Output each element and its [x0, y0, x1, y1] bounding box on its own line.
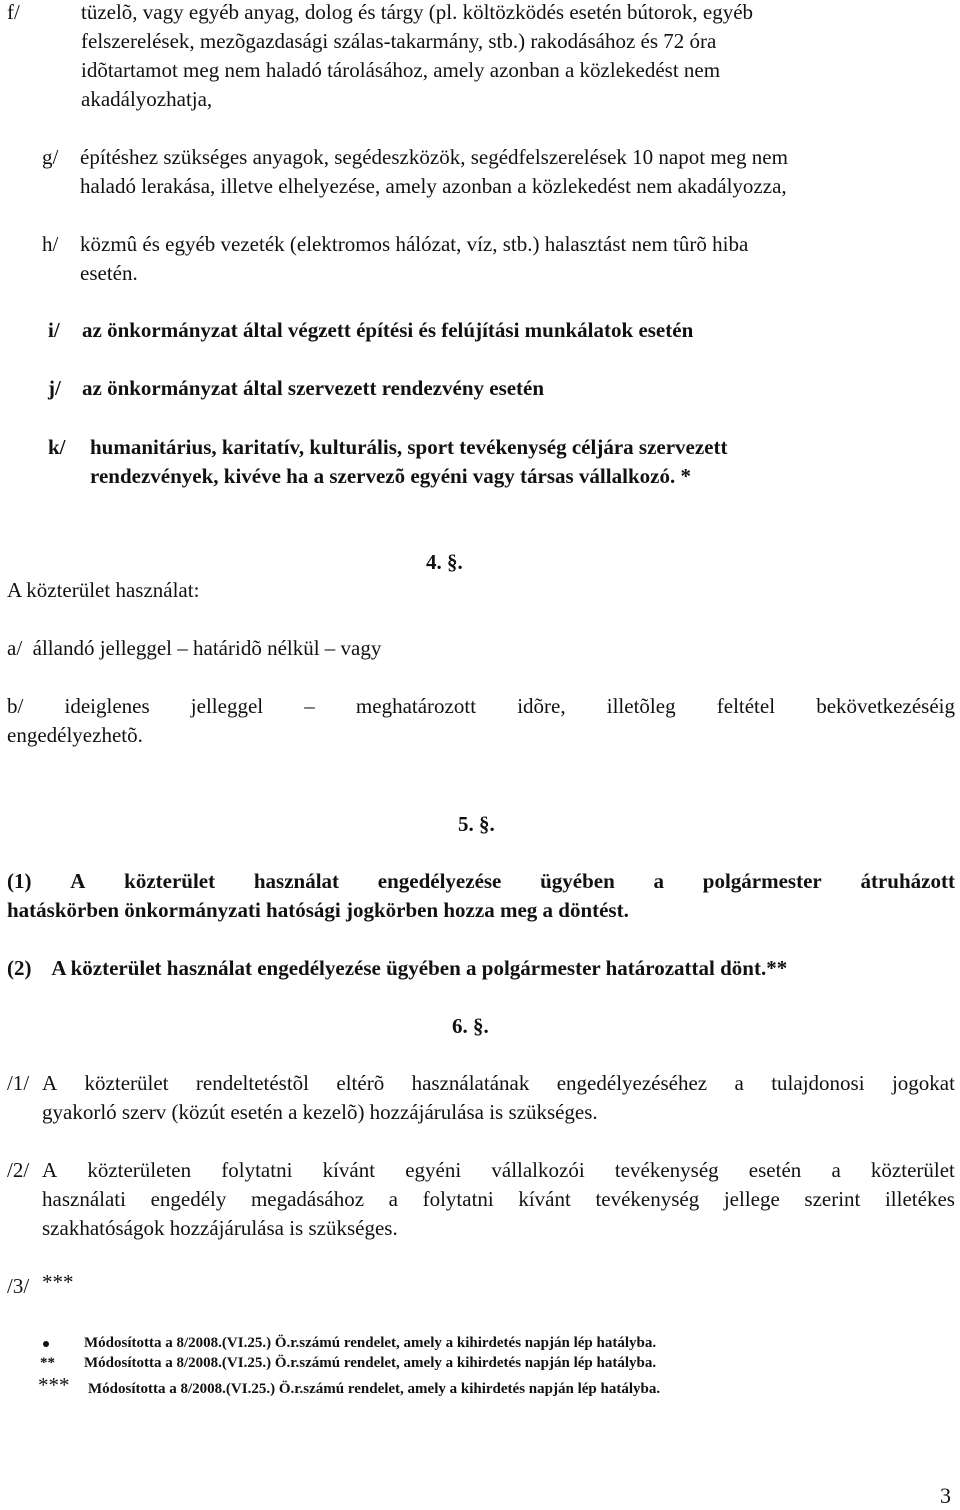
item-line: haladó lerakása, illetve elhelyezése, amely azonban a közlekedést nem akadályozza, — [80, 174, 787, 198]
section6-p3-label: /3/ — [7, 1274, 30, 1298]
section4-item-a: a/ állandó jelleggel – határidõ nélkül – vagy — [7, 636, 382, 660]
word: használati — [42, 1187, 126, 1211]
bullet-icon — [43, 1341, 49, 1347]
word: tevékenység — [595, 1187, 700, 1211]
word: eltérõ — [336, 1071, 385, 1095]
word: közterület — [870, 1158, 955, 1182]
footnote-marker: *** — [38, 1373, 70, 1397]
word: engedélyezéséhez — [556, 1071, 708, 1095]
word: A — [70, 869, 86, 893]
item-line: rendezvények, kivéve ha a szervezõ egyéni vagy társas vállalkozó. * — [90, 464, 691, 488]
item-line: esetén. — [80, 261, 138, 285]
item-line: idõtartamot meg nem haladó tárolásához, amely azonban a közlekedést nem — [81, 58, 721, 82]
section4-intro: A közterület használat: — [7, 578, 200, 602]
word: engedélyezése — [377, 869, 502, 893]
word: folytatni — [221, 1158, 293, 1182]
word: kívánt — [322, 1158, 376, 1182]
word: A — [42, 1158, 58, 1182]
word: A — [42, 1071, 58, 1095]
item-label: f/ — [7, 0, 20, 24]
section6-p3-text: *** — [42, 1270, 74, 1294]
word: esetén — [748, 1158, 802, 1182]
word: jelleggel — [190, 694, 264, 718]
word: illetékes — [884, 1187, 955, 1211]
word: megadásához — [250, 1187, 365, 1211]
word: közterület — [124, 869, 216, 893]
item-line: akadályozhatja, — [81, 87, 213, 111]
word: rendeltetéstõl — [195, 1071, 310, 1095]
word: a — [388, 1187, 398, 1211]
word: illetõleg — [606, 694, 676, 718]
word: polgármester — [702, 869, 822, 893]
section6-p1-label: /1/ — [7, 1071, 30, 1095]
word: tulajdonosi — [771, 1071, 865, 1095]
word: használatának — [411, 1071, 530, 1095]
section4-item-b-line1 — [7, 692, 955, 721]
word: folytatni — [422, 1187, 494, 1211]
section6-p1-line1 — [42, 1069, 955, 1098]
word: ügyében — [540, 869, 615, 893]
section4-item-b-line2: engedélyezhetõ. — [7, 723, 143, 747]
word: bekövetkezéséig — [816, 694, 955, 718]
item-label: j/ — [48, 376, 61, 400]
section6-p2-line3: szakhatóságok hozzájárulása is szükséges. — [42, 1216, 398, 1240]
footnote-marker: ** — [40, 1355, 55, 1371]
word: kívánt — [518, 1187, 571, 1211]
section5-p1-line2: hatáskörben önkormányzati hatósági jogkörben hozza meg a döntést. — [7, 898, 629, 922]
footnote-text: Módosította a 8/2008.(VI.25.) Ö.r.számú rendelet, amely a kihirdetés napján lép hatályba. — [84, 1335, 657, 1351]
word: – — [304, 694, 315, 718]
item-line: tüzelõ, vagy egyéb anyag, dolog és tárgy (pl. költözködés esetén bútorok, egyéb — [81, 0, 754, 24]
item-line: humanitárius, karitatív, kulturális, sport tevékenység céljára szervezett — [90, 435, 728, 459]
item-label: h/ — [42, 232, 59, 256]
word: b/ — [7, 694, 24, 718]
word: a — [734, 1071, 744, 1095]
item-label: i/ — [48, 318, 60, 342]
section5-p1-line1 — [7, 867, 955, 896]
section6-p2-line2 — [42, 1185, 955, 1214]
item-line: közmû és egyéb vezeték (elektromos hálózat, víz, stb.) halasztást nem tûrõ hiba — [80, 232, 749, 256]
word: szerint — [804, 1187, 861, 1211]
word: idõre, — [517, 694, 566, 718]
word: ideiglenes — [64, 694, 150, 718]
word: átruházott — [860, 869, 955, 893]
word: a — [831, 1158, 841, 1182]
section6-p2-line1 — [42, 1156, 955, 1185]
footnote-text: Módosította a 8/2008.(VI.25.) Ö.r.számú rendelet, amely a kihirdetés napján lép hatályba. — [88, 1381, 661, 1397]
section5-p2: (2) A közterület használat engedélyezése ügyében a polgármester határozattal dönt.** — [7, 956, 788, 980]
item-line: az önkormányzat által szervezett rendezvény esetén — [82, 376, 545, 400]
item-line: építéshez szükséges anyagok, segédeszközök, segédfelszerelések 10 napot meg nem — [80, 145, 788, 169]
footnote-text: Módosította a 8/2008.(VI.25.) Ö.r.számú rendelet, amely a kihirdetés napján lép hatályba. — [84, 1355, 657, 1371]
item-line: felszerelések, mezõgazdasági szálas-takarmány, stb.) rakodásához és 72 óra — [81, 29, 717, 53]
item-label: g/ — [42, 145, 59, 169]
word: közterület — [84, 1071, 169, 1095]
word: engedély — [150, 1187, 227, 1211]
word: (1) — [7, 869, 32, 893]
word: használat — [253, 869, 340, 893]
word: közterületen — [87, 1158, 192, 1182]
section-heading-6: 6. §. — [452, 1014, 489, 1038]
word: a — [653, 869, 665, 893]
word: egyéni — [405, 1158, 462, 1182]
item-line: az önkormányzat által végzett építési és felújítási munkálatok esetén — [82, 318, 694, 342]
word: feltétel — [716, 694, 776, 718]
item-label: k/ — [48, 435, 66, 459]
word: vállalkozói — [491, 1158, 585, 1182]
section-heading-5: 5. §. — [458, 812, 495, 836]
page-number: 3 — [940, 1483, 951, 1508]
word: jogokat — [891, 1071, 955, 1095]
word: jellege — [723, 1187, 780, 1211]
section6-p1-line2: gyakorló szerv (közút esetén a kezelõ) hozzájárulása is szükséges. — [42, 1100, 598, 1124]
word: meghatározott — [355, 694, 477, 718]
section6-p2-label: /2/ — [7, 1158, 30, 1182]
section-heading-4: 4. §. — [426, 550, 463, 574]
word: tevékenység — [614, 1158, 719, 1182]
